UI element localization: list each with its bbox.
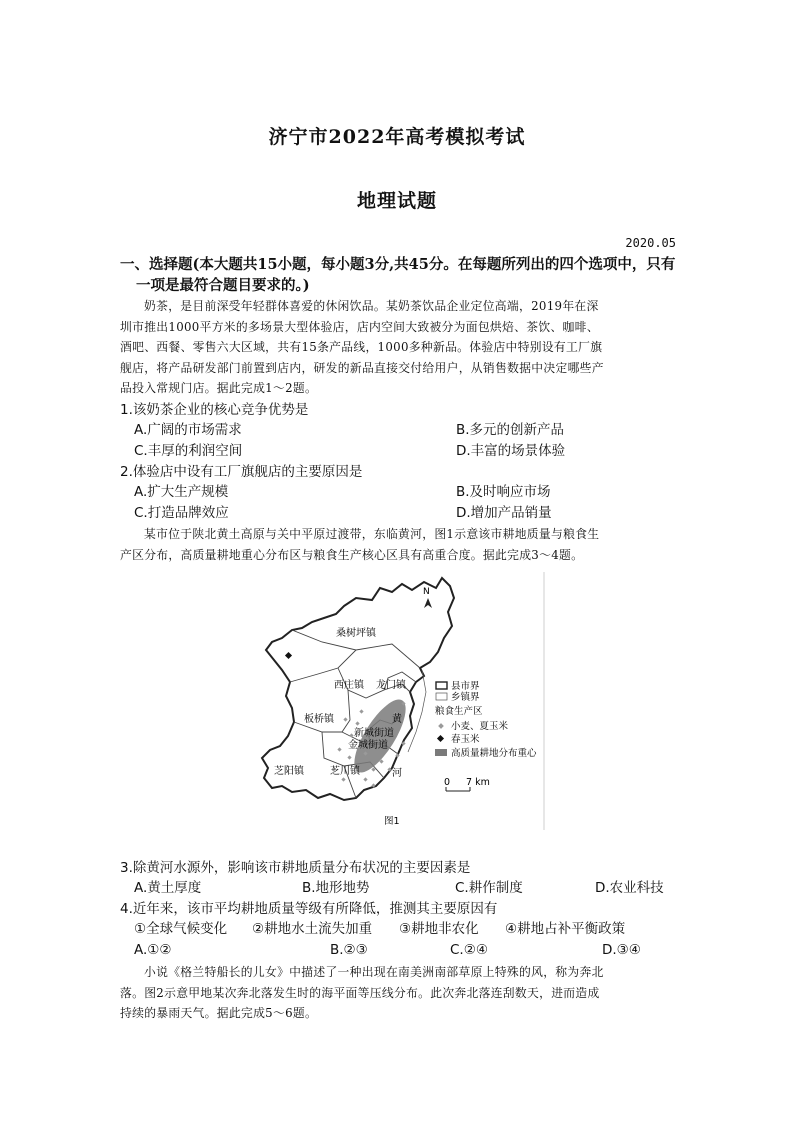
town-label-sangshuping: 桑树坪镇 xyxy=(336,628,376,639)
question-3-stem: 3.除黄河水源外，影响该市耕地质量分布状况的主要因素是 xyxy=(120,860,471,876)
exam-date: 2020.05 xyxy=(625,236,676,250)
figure-1-map xyxy=(252,572,552,834)
question-3-option-b[interactable]: B.地形地势 xyxy=(302,880,370,896)
passage-3 xyxy=(120,962,676,1024)
legend-quality-center: 高质量耕地分布重心 xyxy=(451,748,537,759)
question-2-option-a[interactable]: A.扩大生产规模 xyxy=(134,484,229,500)
legend-wheat-corn: 小麦、夏玉米 xyxy=(451,721,509,732)
question-1-option-c[interactable]: C.丰厚的利润空间 xyxy=(134,443,243,459)
passage-1-line: 舰店，将产品研发部门前置到店内，研发的新品直接交付给用户，从销售数据中决定哪些产 xyxy=(120,360,604,375)
question-4-statement-3: ③耕地非农化 xyxy=(399,921,479,937)
passage-3-line: 小说《格兰特船长的儿女》中描述了一种出现在南美洲南部草原上特殊的风，称为奔北 xyxy=(144,965,604,979)
town-label-banqiao: 板桥镇 xyxy=(304,714,334,725)
question-1-option-b[interactable]: B.多元的创新产品 xyxy=(456,422,565,438)
passage-1 xyxy=(120,296,676,399)
figure-1-label: 图1 xyxy=(384,816,400,827)
north-label: N xyxy=(423,587,430,597)
legend-county-border: 县市界 xyxy=(451,681,480,692)
question-2-option-b[interactable]: B.及时响应市场 xyxy=(456,484,551,500)
passage-1-line: 圳市推出1000平方米的多场景大型体验店，店内空间大致被分为面包烘焙、茶饮、咖啡、 xyxy=(120,319,599,334)
question-1-option-d[interactable]: D.丰富的场景体验 xyxy=(456,443,566,459)
question-1-option-a[interactable]: A.广阔的市场需求 xyxy=(134,422,242,438)
question-2-option-d[interactable]: D.增加产品销量 xyxy=(456,505,552,521)
legend-town-border: 乡镇界 xyxy=(451,692,480,703)
question-2-stem: 2.体验店中设有工厂旗舰店的主要原因是 xyxy=(120,464,363,480)
passage-1-line: 酒吧、西餐、零售六大区域，共有15条产品线，1000多种新品。体验店中特别设有工厂旗 xyxy=(120,340,603,354)
question-2-option-c[interactable]: C.打造品牌效应 xyxy=(134,505,229,521)
passage-3-line: 持续的暴雨天气。据此完成5～6题。 xyxy=(120,1006,318,1020)
scale-km: 7 km xyxy=(466,777,490,788)
question-3-option-c[interactable]: C.耕作制度 xyxy=(455,880,523,896)
legend-grain-title: 粮食生产区 xyxy=(435,706,483,717)
subject-title: 地理试题 xyxy=(356,190,437,212)
question-4-statement-1: ①全球气候变化 xyxy=(134,921,228,937)
question-4-option-d[interactable]: D.③④ xyxy=(602,942,641,958)
passage-1-line: 品投入常规门店。据此完成1～2题。 xyxy=(120,381,318,395)
town-label-huang: 黄 xyxy=(392,714,402,725)
legend-spring-corn-swatch xyxy=(437,735,444,742)
passage-2-line: 产区分布，高质量耕地重心分布区与粮食生产核心区具有高重合度。据此完成3～4题。 xyxy=(120,547,584,562)
town-label-xizhuang: 西庄镇 xyxy=(334,680,364,691)
town-label-he: 河 xyxy=(392,768,402,779)
legend-center-swatch xyxy=(435,749,447,756)
passage-3-line: 落。图2示意甲地某次奔北落发生时的海平面等压线分布。此次奔北落连刮数天，进而造成 xyxy=(120,985,600,1000)
question-4-statement-2: ②耕地水土流失加重 xyxy=(252,921,373,937)
legend-county-swatch xyxy=(436,682,447,689)
exam-title: 济宁市2022年高考模拟考试 xyxy=(268,126,526,148)
section-heading-line1: 一、选择题(本大题共15小题，每小题3分,共45分。在每题所列出的四个选项中，只有 xyxy=(120,256,676,273)
question-4-option-b[interactable]: B.②③ xyxy=(330,942,368,958)
town-label-longmen: 龙门镇 xyxy=(376,680,406,691)
passage-2 xyxy=(120,524,676,565)
scale-zero: 0 xyxy=(444,777,451,788)
passage-2-line: 某市位于陕北黄土高原与关中平原过渡带，东临黄河，图1示意该市耕地质量与粮食生 xyxy=(144,527,600,541)
town-label-jincheng: 金城街道 xyxy=(348,740,388,751)
question-4-statement-4: ④耕地占补平衡政策 xyxy=(505,921,626,937)
section-heading-line2: 一项是最符合题目要求的。) xyxy=(136,277,310,294)
map-svg xyxy=(252,572,552,834)
question-4-option-c[interactable]: C.②④ xyxy=(450,942,488,958)
question-3-option-a[interactable]: A.黄土厚度 xyxy=(134,880,202,896)
question-3-option-d[interactable]: D.农业科技 xyxy=(595,880,664,896)
town-label-zhiyang: 芝阳镇 xyxy=(274,766,304,777)
question-4-option-a[interactable]: A.①② xyxy=(134,942,172,958)
question-1-stem: 1.该奶茶企业的核心竞争优势是 xyxy=(120,402,309,418)
town-label-xincheng: 新城街道 xyxy=(354,728,394,739)
legend-town-swatch xyxy=(436,693,447,700)
legend-wheat-swatch xyxy=(438,723,444,729)
legend-spring-corn: 春玉米 xyxy=(451,734,480,745)
town-label-zhichuan: 芝川镇 xyxy=(330,766,360,777)
question-4-stem: 4.近年来，该市平均耕地质量等级有所降低，推测其主要原因有 xyxy=(120,901,498,917)
passage-1-line: 奶茶，是目前深受年轻群体喜爱的休闲饮品。某奶茶饮品企业定位高端，2019年在深 xyxy=(144,299,599,313)
